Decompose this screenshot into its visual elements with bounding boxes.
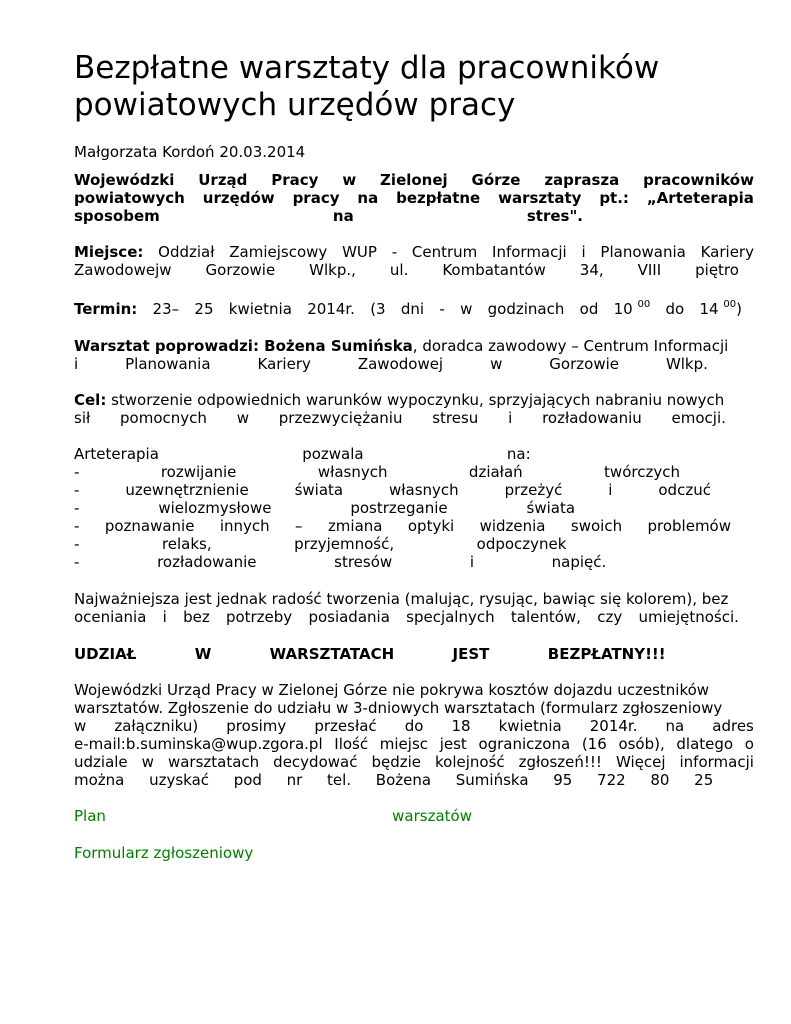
place-line-1: Miejsce: Oddział Zamiejscowy WUP - Centrum Informacji i Planowania Kariery [74, 243, 754, 261]
place-label: Miejsce: [74, 243, 144, 261]
list-item: - wielozmysłowe postrzeganie świata [74, 499, 576, 517]
list-item: - relaks, przyjemność, odpoczynek [74, 535, 567, 553]
place-line-2: Zawodowejw Gorzowie Wlkp., ul. Kombatantów 34, VIII piętro [74, 261, 739, 279]
list-item: - poznawanie innych – zmiana optyki widzenia swoich problemów [74, 517, 731, 535]
info-line-1: Wojewódzki Urząd Pracy w Zielonej Górze nie pokrywa kosztów dojazdu uczestników [74, 681, 710, 699]
hour-to: 14 $^{00}$) [699, 299, 742, 318]
title-line-1: Bezpłatne warsztaty dla pracowników [74, 50, 660, 86]
free-notice: UDZIAŁ W WARSZTATACH JEST BEZPŁATNY!!! [74, 645, 666, 663]
list-item: - rozwijanie własnych działań twórczych [74, 463, 680, 481]
plan-link[interactable]: Plan warszatów [74, 807, 472, 825]
leader-label: Warsztat poprowadzi: Bożena Sumińska [74, 337, 413, 355]
leader-line-2: i Planowania Kariery Zawodowej w Gorzowie Wlkp. [74, 355, 708, 373]
list-item: - rozładowanie stresów i napięć. [74, 553, 607, 571]
byline: Małgorzata Kordoń 20.03.2014 [74, 143, 306, 161]
list-item: - uzewnętrznienie świata własnych przeżyć i odczuć [74, 481, 711, 499]
term-label: Termin: [74, 300, 138, 318]
info-line-6: można uzyskać pod nr tel. Bożena Sumińska 95 722 80 25 [74, 771, 714, 789]
info-line-5: udziale w warsztatach decydować będzie kolejność zgłoszeń!!! Więcej informacji [74, 753, 754, 771]
joy-line-1: Najważniejsza jest jednak radość tworzenia (malując, rysując, bawiąc się kolorem), bez [74, 590, 729, 608]
info-line-4: e-mail:b.suminska@wup.zgora.pl Ilość miejsc jest ograniczona (16 osób), dlatego o [74, 735, 754, 753]
intro-line-2: powiatowych urzędów pracy na bezpłatne warsztaty pt.: „Arteterapia [74, 189, 754, 207]
intro-line-1: Wojewódzki Urząd Pracy w Zielonej Górze zaprasza pracowników [74, 171, 754, 189]
info-line-3: w załączniku) prosimy przesłać do 18 kwietnia 2014r. na adres [74, 717, 754, 735]
email-address: e-mail:b.suminska@wup.zgora.pl [74, 735, 323, 753]
joy-line-2: oceniania i bez potrzeby posiadania specjalnych talentów, czy umiejętności. [74, 608, 739, 626]
title-line-2: powiatowych urzędów pracy [74, 87, 516, 123]
goal-label: Cel: [74, 391, 107, 409]
art-intro: Arteterapia pozwala na: [74, 445, 531, 463]
goal-line-2: sił pomocnych w przezwyciężaniu stresu i rozładowaniu emocji. [74, 409, 726, 427]
hour-from: 10 $^{00}$ [613, 299, 651, 318]
leader-line-1: Warsztat poprowadzi: Bożena Sumińska, doradca zawodowy – Centrum Informacji [74, 337, 729, 355]
info-line-2: warsztatów. Zgłoszenie do udziału w 3-dniowych warsztatach (formularz zgłoszeniowy [74, 699, 723, 717]
application-form-link[interactable]: Formularz zgłoszeniowy [74, 844, 254, 862]
term-line: Termin: 23– 25 kwietnia 2014r. (3 dni - w godzinach od 10 $^{00}$ do 14 $^{00}$) [74, 299, 742, 318]
page-title [74, 50, 754, 124]
goal-line-1: Cel: stworzenie odpowiednich warunków wypoczynku, sprzyjających nabraniu nowych [74, 391, 725, 409]
intro-line-3: sposobem na stres". [74, 207, 583, 225]
